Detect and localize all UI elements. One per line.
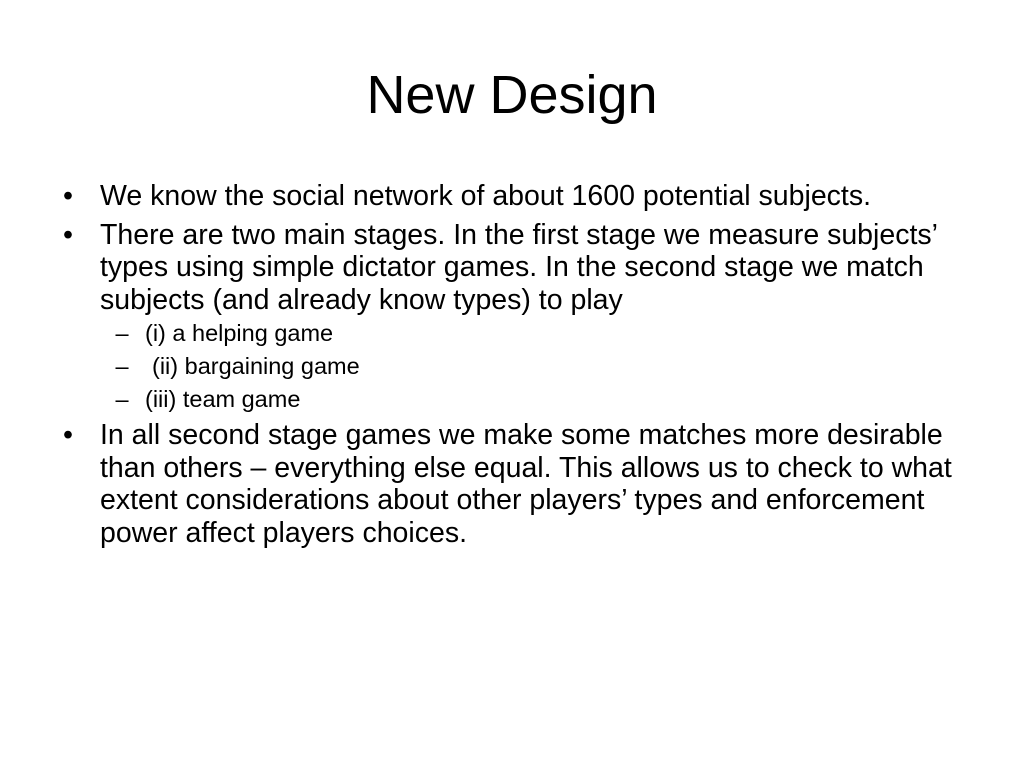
bullet-marker: • (63, 180, 73, 212)
bullet-list (58, 180, 968, 555)
bullet-item (58, 419, 968, 549)
bullet-item (58, 180, 968, 213)
sub-bullet-marker: – (115, 353, 129, 379)
sub-bullet-text: (i) a helping game (145, 320, 334, 346)
bullet-marker: • (63, 218, 73, 251)
sub-bullet-item (100, 353, 968, 380)
bullet-item (58, 219, 968, 414)
sub-bullet-item (100, 386, 968, 413)
sub-bullet-item (100, 320, 968, 347)
sub-bullet-marker: – (115, 320, 129, 346)
sub-bullet-text: (ii) bargaining game (152, 353, 360, 379)
slide-title: New Design (366, 65, 658, 125)
sub-bullet-marker: – (115, 386, 129, 412)
sub-bullet-list (100, 320, 968, 413)
bullet-text: In all second stage games we make some matches more desirable than others – everything else equal. This allows us to check to what extent considerations about other players’ types and enforcement power affect players choices. (100, 419, 952, 549)
bullet-text: We know the social network of about 1600 potential subjects. (100, 180, 872, 212)
bullet-marker: • (63, 419, 73, 451)
sub-bullet-text: (iii) team game (145, 386, 301, 412)
bullet-text: There are two main stages. In the first stage we measure subjects’ types using simple dictator games. In the second stage we match subjects (and already know types) to play (100, 218, 937, 316)
